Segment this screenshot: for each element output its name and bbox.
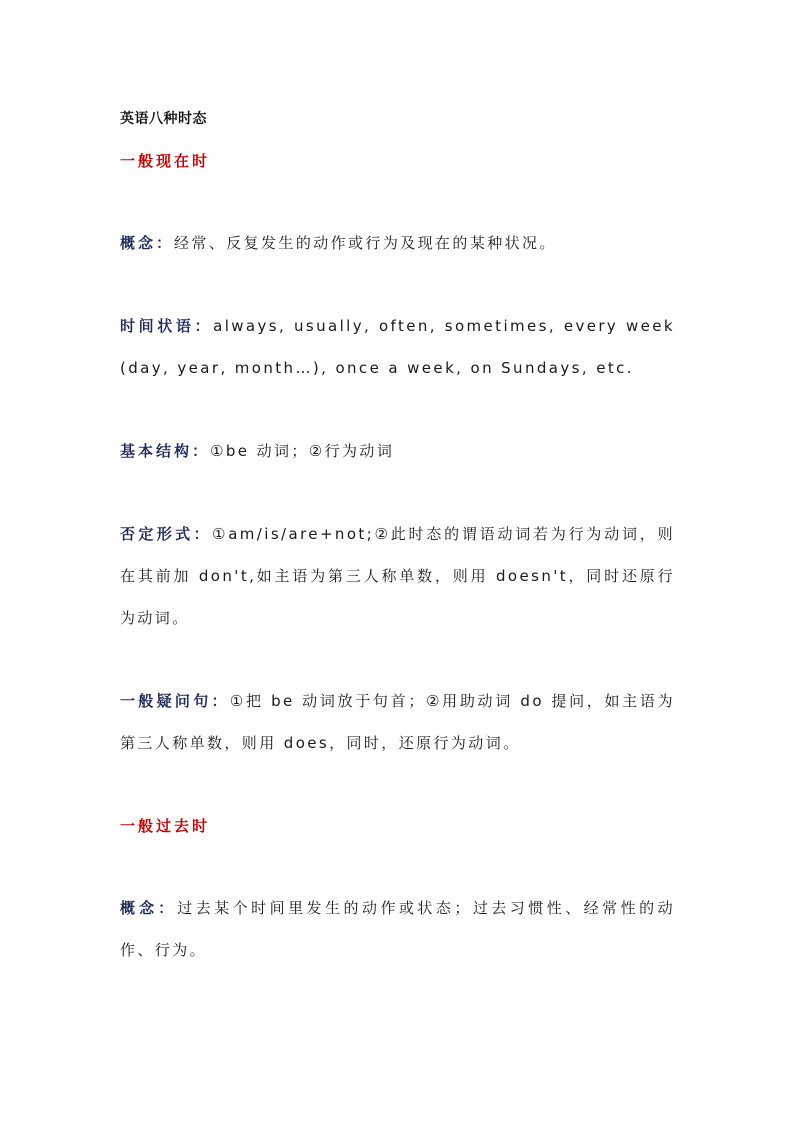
term-label: 概念：	[120, 234, 175, 252]
paragraph-basic-structure	[120, 430, 675, 472]
section-heading-past-simple: 一般过去时	[120, 817, 211, 835]
term-label: 基本结构：	[120, 442, 211, 460]
term-label: 一般疑问句：	[120, 692, 230, 710]
paragraph-past-concept	[120, 887, 675, 971]
paragraph-time-adverbials	[120, 305, 675, 389]
paragraph-text: ①am/is/are+not;②此时态的谓语动词若为行为动词，则在其前加 don't,如主语为第三人称单数，则用 doesn't，同时还原行为动词。	[120, 525, 675, 627]
term-label: 时间状语：	[120, 317, 214, 335]
term-label: 否定形式：	[120, 525, 212, 543]
paragraph-negative-form	[120, 513, 675, 639]
paragraph-text: 过去某个时间里发生的动作或状态；过去习惯性、经常性的动作、行为。	[120, 899, 675, 959]
paragraph-concept	[120, 222, 675, 264]
paragraph-text: ①把 be 动词放于句首；②用助动词 do 提问，如主语为第三人称单数，则用 does，同时，还原行为动词。	[120, 692, 675, 752]
paragraph-text: always, usually, often, sometimes, every week (day, year, month…), once a week, on Sundays, etc.	[120, 317, 675, 377]
document-title: 英语八种时态	[120, 111, 207, 127]
paragraph-text: ①be 动词；②行为动词	[210, 442, 395, 460]
paragraph-general-question	[120, 680, 675, 764]
section-heading-present-simple: 一般现在时	[120, 152, 211, 170]
term-label: 概念：	[120, 899, 178, 917]
paragraph-text: 经常、反复发生的动作或行为及现在的某种状况。	[174, 234, 557, 252]
